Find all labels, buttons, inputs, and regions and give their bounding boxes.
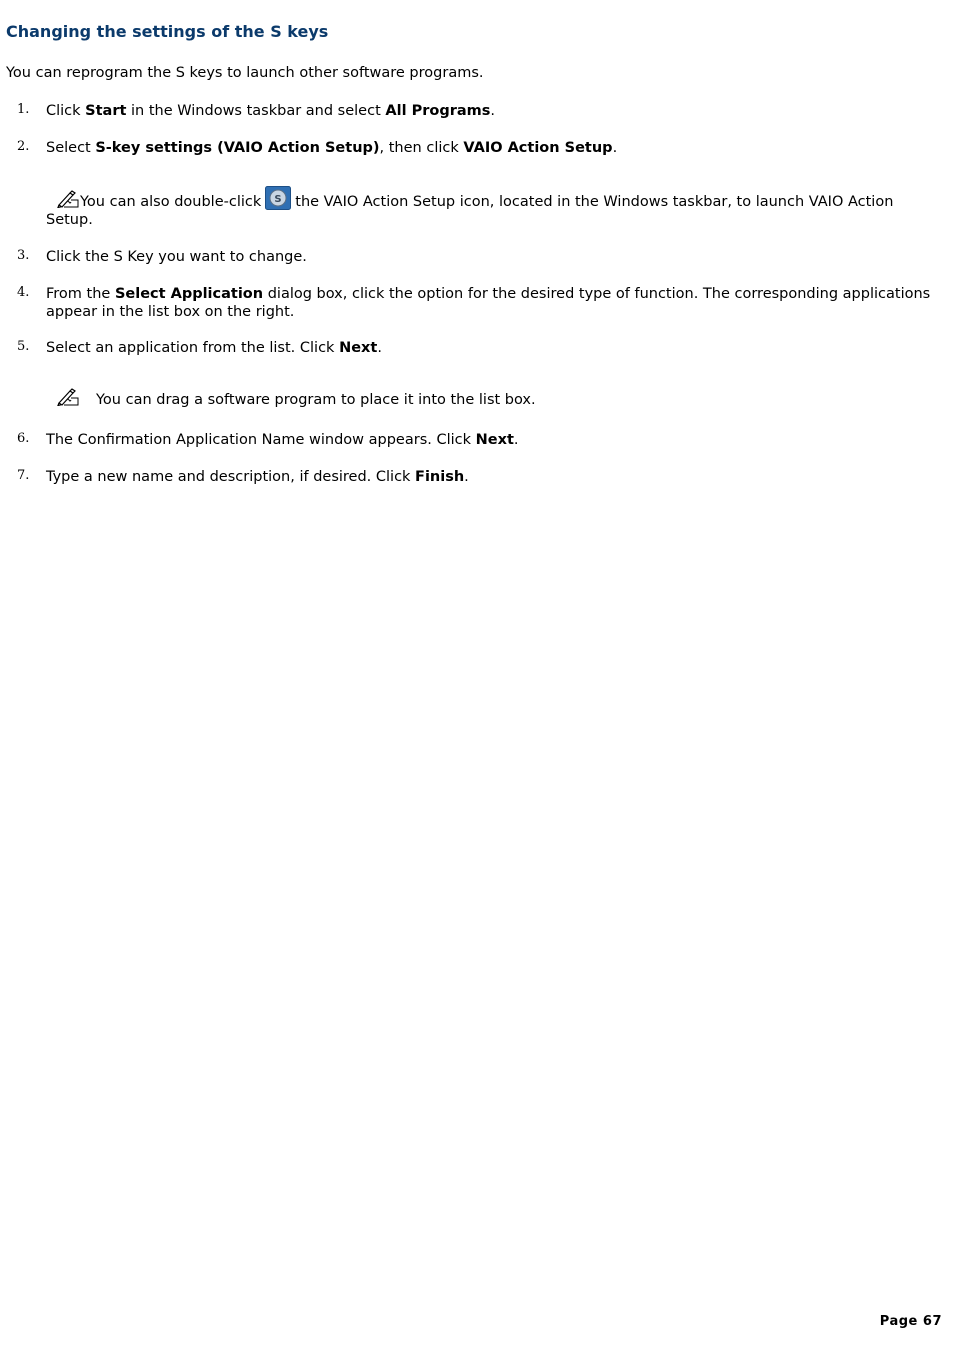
note-text: You can drag a software program to place it into the list box. bbox=[96, 392, 536, 408]
note-pen-icon bbox=[56, 388, 80, 406]
step-text: Type a new name and description, if desired. Click Finish. bbox=[46, 469, 469, 485]
s-key-icon bbox=[265, 186, 291, 210]
step-number: 1. bbox=[17, 102, 30, 117]
note bbox=[46, 186, 938, 229]
page-number: Page 67 bbox=[879, 1314, 942, 1329]
note bbox=[46, 388, 938, 409]
step-number: 3. bbox=[17, 248, 30, 263]
step-text: Click Start in the Windows taskbar and select All Programs. bbox=[46, 103, 495, 119]
svg-text:S: S bbox=[274, 194, 282, 205]
intro-paragraph: You can reprogram the S keys to launch other software programs. bbox=[6, 65, 484, 81]
step-text: Select an application from the list. Click Next. bbox=[46, 340, 382, 356]
note-text-after: the VAIO Action Setup icon, located in the Windows taskbar, to launch VAIO Action Setup. bbox=[46, 194, 894, 228]
step-text: Click the S Key you want to change. bbox=[46, 249, 307, 265]
note-text-before: You can also double-click bbox=[80, 194, 262, 210]
step-number: 4. bbox=[17, 285, 30, 300]
note-pen-icon bbox=[56, 190, 80, 208]
step-number: 5. bbox=[17, 339, 30, 354]
step-number: 2. bbox=[17, 139, 30, 154]
step-number: 7. bbox=[17, 468, 30, 483]
step-text: Select S-key settings (VAIO Action Setup), then click VAIO Action Setup. bbox=[46, 140, 618, 156]
step-text: From the Select Application dialog box, click the option for the desired type of function. The corresponding applications appear in the list box on the right. bbox=[46, 286, 931, 320]
step-number: 6. bbox=[17, 431, 30, 446]
page-title: Changing the settings of the S keys bbox=[6, 22, 329, 41]
step-text: The Confirmation Application Name window appears. Click Next. bbox=[46, 432, 519, 448]
